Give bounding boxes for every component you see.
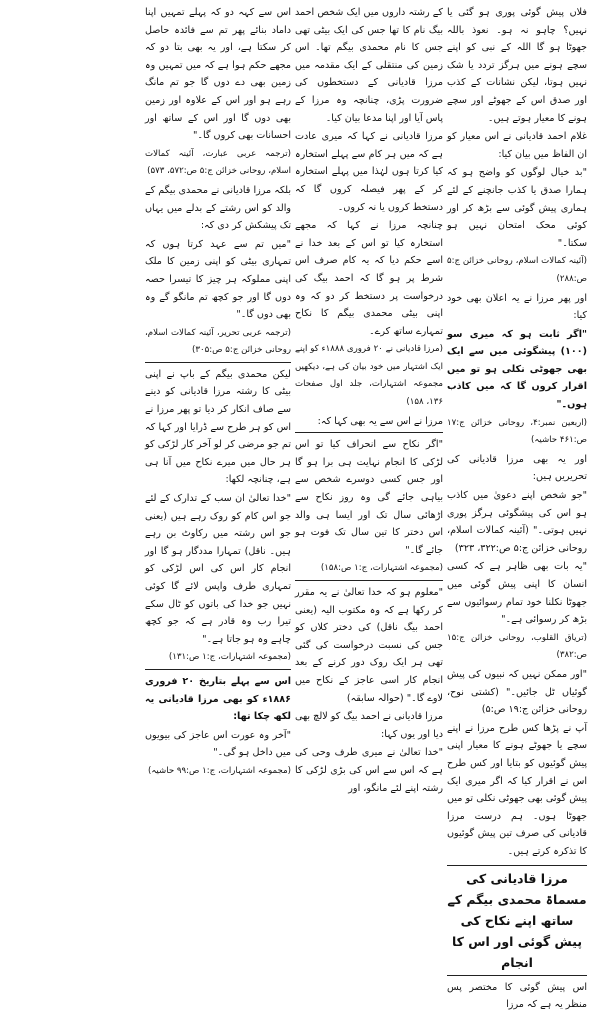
paragraph: مرزا نے اس سے یہ بھی کہا کہ:: [317, 415, 443, 427]
quotation: "اگر نکاح سے انحراف کیا تو اس لڑکی کا انجام نہایت ہی برا ہو گا اور جس کسی دوسرے شخص سے بیاہی جائے گی وہ روز نکاح سے اڑھائی سال تک اور ایسا ہی والد اس دختر کا تین سال تک فوت ہو جائے گا۔": [295, 439, 443, 556]
paragraph: چنانچہ مرزا نے کہا کہ مجھے استخارہ کیا تو اس کے بعد خدا نے اسے حکم دیا کہ یہ کام صرف اس شرط پر ہو گا کہ احمد بیگ کی درخواست پر دستخط کر دو کہ وہ اپنی بیٹی محمدی بیگم کا نکاح تمہارے ساتھ کرے۔: [295, 220, 443, 337]
quotation: "معلوم ہو کہ خدا تعالیٰ نے یہ مقرر کر رکھا ہے کہ وہ مکتوب الیہ (یعنی احمد بیگ ناقل) کی دختر کلاں کو جس کی نسبت درخواست کی گئی تھی ہر ایک روک دور کرنے کے بعد انجام کار اسی عاجز کے نکاح میں لاوے گا۔" (حوالہ سابقہ): [295, 587, 443, 704]
text-column-1: [447, 4, 587, 1011]
citation: (آئینہ کمالات اسلام، روحانی خزائن ج:۵ ص:۲۸۸): [447, 256, 587, 284]
citation: (مجموعہ اشتہارات، ج:۱ ص:۱۳۱): [168, 652, 291, 663]
quotation: "جو شخص اپنے دعویٰ میں کاذب ہو اس کی پیشگوئی ہرگز پوری نہیں ہوتی۔" (آئینہ کمالات اسلام، روحانی خزائن ج:۵ ص:۳۲۲، ۳۲۳): [447, 490, 587, 554]
paragraph: کے رشتہ داروں میں ایک شخص احمد بیگ نام کا تھا جس کی ایک بیٹی تھی جس کا نام محمدی بیگم تھا۔ اس زمین کی منتقلی کے ایک مقدمہ میں مرزا قادیانی کے دستخطوں کی ضرورت پڑی، چنانچہ وہ مرزا کے پاس آیا اور اپنا مدعا بیان کیا۔: [295, 7, 443, 124]
quotation: "بد خیال لوگوں کو واضح ہو کہ ہمارا صدق یا کذب جانچنے کے لئے ہماری پیش گوئی سے بڑھ کر اور کوئی محک امتحان نہیں ہو سکتا۔": [447, 167, 587, 249]
paragraph: اور یہ بھی مرزا قادیانی کی تحریریں ہیں:: [447, 453, 587, 483]
text-column-2: [295, 4, 443, 794]
citation: (مجموعہ اشتہارات، ج:۱ ص:۹۹ حاشیہ): [148, 765, 291, 776]
quotation: "میں تم سے عہد کرتا ہوں کہ تمہاری بیٹی کو اپنی زمین کا ملک اپنی مملوکہ ہر چیز کا تیسرا حصہ دوں گا اور جو کچھ تم مانگو گے وہ بھی دوں گا۔": [145, 238, 291, 321]
citation: (مجموعہ اشتہارات، ج:۱ ص:۱۵۸): [320, 563, 443, 574]
quotation: اس سے کہہ دو کہ پہلے تمہیں اپنا داماد بنائے پھر تم سے فائدہ حاصل کر سکتا ہے، اور یہ بھی بتا دو کہ مجھے حکم ہوا ہے کہ میں تمہیں وہ زمین بھی دے دوں گا جو تم مانگ رہے ہو اور اس کے علاوہ اور زمین بھی دوں گا اور اس کے ساتھ اور احسانات بھی کروں گا۔": [145, 7, 291, 142]
paragraph: اس پیش گوئی کا مختصر پس منظر یہ ہے کہ مرزا: [447, 981, 587, 1011]
paragraph: لیکن محمدی بیگم کے باپ نے اپنی بیٹی کا رشتہ مرزا قادیانی کو دینے سے صاف انکار کر دیا تو پھر مرزا نے اس کو ہر طرح سے ڈرایا اور کہا کہ تم جو مرضی کر لو آخر کار لڑکی کو ہر حال میں میرے نکاح میں آنا ہی ہے، چنانچہ لکھا:: [145, 368, 291, 486]
paragraph: مرزا قادیانی نے احمد بیگ کو لالچ بھی دیا اور یوں کہا:: [295, 711, 443, 740]
divider: [145, 669, 291, 670]
divider: [295, 432, 443, 433]
paragraph: آپ نے پڑھا کس طرح مرزا نے اپنے سچے یا جھوٹے ہونے کا معیار اپنی پیش گوئیوں کو بتایا اور کس طرح اس نے اقرار کیا کہ اگر میری ایک پیش گوئی بھی جھوٹی نکلی تو میں جھوٹا ہوں۔ ہم درست مرزا قادیانی کی صرف تین پیش گوئیوں کا تذکرہ کرتے ہیں۔: [447, 722, 587, 857]
citation: (ترجمہ عربی عبارت، آئینہ کمالات اسلام، روحانی خزائن ج:۵ ص:۵۷۲، ۵۷۳): [145, 148, 291, 177]
paragraph: بلکہ مرزا قادیانی نے محمدی بیگم کے والد کو اس رشتے کے بدلے میں یہاں تک پیشکش کر دی کہ:: [145, 184, 291, 232]
citation: (ترجمہ عربی تحریر، آئینہ کمالات اسلام، روحانی خزائن ج:۵ ص:۳۰۵): [145, 327, 291, 356]
paragraph: اس سے پہلے بتاریخ ۲۰ فروری ۱۸۸۶ء کو بھی مرزا قادیانی یہ لکھ چکا تھا:: [145, 675, 291, 723]
quotation: "اور ممکن نہیں کہ نبیوں کی پیش گوئیاں ٹل جائیں۔" (کشتی نوح، روحانی خزائن ج:۱۹ ص:۵): [447, 668, 587, 716]
quotation: "یہ بات بھی ظاہر ہے کہ کسی انسان کا اپنی پیش گوئی میں جھوٹا نکلنا خود تمام رسوائیوں سے بڑھ کر رسوائی ہے۔": [447, 561, 587, 626]
divider: [145, 362, 291, 363]
section-heading: مرزا قادیانی کی مسماۃ محمدی بیگم کے ساتھ اپنے نکاح کی پیش گوئی اور اس کا انجام: [447, 865, 587, 976]
quotation: "اگر ثابت ہو کہ میری سو (۱۰۰) پیشگوئی میں سے ایک بھی جھوٹی نکلی ہو تو میں اقرار کروں گا کہ میں کاذب ہوں۔": [447, 328, 587, 411]
citation: (مرزا قادیانی نے ۲۰ فروری ۱۸۸۸ء کو اپنے ایک اشتہار میں خود بیان کی ہے، دیکھیں مجموعہ اشتہارات، جلد اول صفحات ۱۳۶، ۱۵۸): [295, 344, 443, 408]
citation: (اربعین نمبر:۴، روحانی خزائن ج:۱۷ ص:۴۶۱ حاشیہ): [447, 417, 587, 446]
paragraph: اور پھر مرزا نے یہ اعلان بھی خود کیا:: [447, 292, 587, 322]
paragraph: مرزا قادیانی نے کہا کہ میری عادت ہے کہ میں ہر کام سے پہلے استخارہ کیا کرتا ہوں لہٰذا میں پہلے استخارہ کر کے پھر فیصلہ کروں گا کہ دستخط کروں یا نہ کروں۔: [295, 131, 443, 213]
quotation: "خدا تعالیٰ ان سب کے تدارک کے لئے جو اس کام کو روک رہے ہیں (یعنی جو اس رشتہ میں رکاوٹ بن رہے ہیں۔ ناقل) تمہارا مددگار ہو گا اور انجام کار اس کی اس لڑکی کو تمہاری طرف واپس لائے گا کوئی نہیں جو خدا کی باتوں کو ٹال سکے تیرا رب وہ قادر ہے کہ جو کچھ چاہے وہ ہو جاتا ہے۔": [145, 493, 291, 645]
paragraph: غلام احمد قادیانی نے اس معیار کو ان الفاظ میں بیان کیا:: [447, 131, 587, 160]
quotation: "آخر وہ عورت اس عاجز کی بیویوں میں داخل ہو گی۔": [145, 729, 291, 759]
citation: (تریاق القلوب، روحانی خزائن ج:۱۵ ص:۳۸۲): [447, 632, 587, 661]
text-column-3: [145, 4, 291, 776]
quotation: "خدا تعالیٰ نے میری طرف وحی کی ہے کہ اس سے اس کی بڑی لڑکی کا رشتہ اپنے لئے مانگو، اور: [295, 747, 443, 794]
paragraph: فلاں پیش گوئی پوری ہو گئی یا نہیں؟ چاہو نہ ہو۔ نعوذ باللہ جھوٹا ہو گا اللہ کے نبی کو اپنے سچے ہونے میں ہرگز تردد یا شک نہیں ہوتا، لیکن نشانات کے کذب اور صدق اس کے جھوٹے اور سچے ہونے کا معیار ہوتے ہیں۔: [447, 7, 587, 124]
divider: [295, 580, 443, 581]
